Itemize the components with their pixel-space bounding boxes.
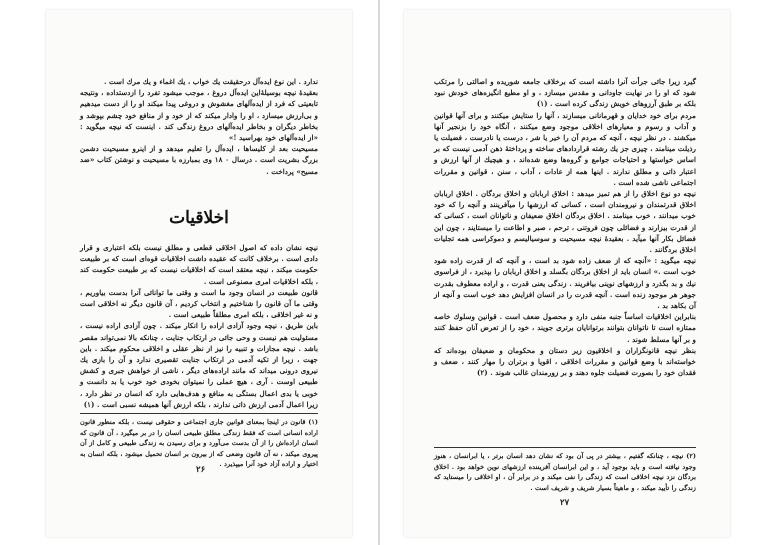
paragraph: باین طریق ، نیچه وجود آزادی اراده را انکار میکند . چون آزادی اراده نیست ، مسئولیت هم نیست و وحی جائی در ارتکاب جنایت ، چنانکه بالا نمی‌تواند مقصر باشد . نیچه مجازات و تنبیه را نیز از نظر عقلی و اخلاقی محکوم میکند . باین جهت ، زیرا از تکیه آدمی در ارتکاب جنایت تقصیری ندارد و آن را بازی یك نیروی درونی میداند که مانند اراده‌های دیگر ، ناشی از خواهش جبری و کشش طبیعی اوست . آری ، هیچ عملی را نمیتوان بخودی خود خوب یا بد دانست و خوبی یا بدی اعمال بستگی به منافع و هدف‌هایی دارد که انسان در نظر دارد ، زیرا اعمال آدمی ارزش ذاتی ندارند ، بلکه ارزش آنها همیشه نسبی است . (۱) — [80, 321, 318, 409]
footnote-divider — [434, 447, 696, 448]
paragraph: بنابراین اخلاقیات اساساً جنبه منفی دارد و محصول ضعف است . قوانین وسلوك خاصه ممتازه است تا ناتوانان بتوانند برتوانایان برتری جویند ، خود را از تعرض آنان حفظ کنند و بر آنها مسلط شوند . — [434, 312, 696, 344]
paragraph: مردم برای خود خدایان و قهرمانانی میسازند ، آنها را ستایش میکنند و برای آنها قوانین و آداب و رسوم و معیارهای اخلاقی موجود وضع میکنند ، آنگاه خود را بزنجیر آنها میکشند . در نظر نیچه ، آنچه که مردم آن را خیر یا شر ، درست یا نادرست ، فضیلت یا رذیلت مینامند ، چیزی جز یك رشته قراردادهای ساخته و پرداختهٔ ذهن آدمی نیست که بر اساس خواستها و احتیاجات جوامع و گروه‌ها وضع شده‌اند ، و هیچیك از آنها ارزش و اعتبار ذاتی و مطلق ندارند . اینها همه از عادات ، آداب ، سنن ، قوانین و مقررات اجتماعی ناشی شده است . — [434, 110, 696, 187]
footnote: (۱) قانون در اینجا بمعنای قوانین جاری اجتماعی و حقوقی نیست ، بلکه منظور قانون اراده انسانی است که فقط زندگی مطلق طبیعی انسان را در بر میگیرد ، آن قانون که انسان اراده‌اش را از آن بدست می‌آورد و برای رسیدن به زندگی طبیعی و کامل از آن پیروی میکند ، نه آن قانون وضعی که از بیرون بر انسان تحمیل میشود ، بلکه انسان به اختیار و اراده آزاد خود آنرا میپذیرد . — [80, 418, 318, 469]
footnote: (۲) نیچه ، چنانکه گفتیم ، بیشتر در پی آن بود که نشان دهد انسان برتر ، یا ابرانسان ، هنوز وجود نیافته است و باید بوجود آید ، و این ابرانسان آفریننده ارزشهای نوین خواهد بود . اخلاق بردگان نزد نیچه اخلاقی است که زندگی را نفی میکند و در برابر آن ، او اخلاقی را میستاید که زندگی را تأیید میکند ، و ماهیتاً بسیار شریف و شریف است . — [434, 452, 696, 492]
page-number: ۲۶ — [196, 465, 206, 475]
paragraph: گیرد زیرا جائی جرأت آنرا داشته است که برخلاف جامعه شوریده و اصالتی را مرتکب شود که او را در نهایت جاودانی و مقدس میسازد ، و او مطیع انگیزه‌های خودش نبود بلکه بر طبق آرزوهای خویش زندگی کرده است . (۱) — [434, 77, 696, 109]
paragraph: مسیحیت بعد از کلیساها ، ایده‌آل را تعلیم میدهد و از اینرو مسیحیت دشمن بزرگ بشریت است . درسال ۰ ۱۸ وی بمبارزه با مسیحیت و نوشتن کتاب «ضد مسیح» پرداخت . — [80, 144, 318, 176]
paragraph: نیچه نشان داده که اصول اخلاقی قطعی و مطلق نیست بلکه اعتباری و قرار دادی است . برخلاف کانت که عقیده داشت اخلاقیات قوه‌ای است که بر طبیعت حکومت میکند ، نیچه معتقد است که اخلاقیات نیست که بر طبیعت حکومت کند ، بلکه اخلاقیات امری مصنوعی است . — [80, 243, 318, 286]
paragraph: قانون طبیعت در انسان وجود ما است و وقتی ما توانائی آنرا بدست بیاوریم ، وقتی ما آن قانون را شناختیم و انتخاب کردیم ، آن قانون دیگر نه اخلاقی است و نه غیر اخلاقی ، بلکه امری مطلقاً طبیعی است . — [80, 287, 318, 320]
paragraph: نیچه دو نوع اخلاق را از هم تمیز میدهد : اخلاق اربابان و اخلاق بردگان . اخلاق اربابان اخلاق قدرتمندان و نیرومندان است ، کسانی که ارزشها را میآفرینند و آنچه را که خود خوب میدانند ، خوب مینامند . اخلاق بردگان اخلاق ضعیفان و ناتوانان است ، کسانی که از قدرت بیزارند و فضائلی چون فروتنی ، ترحم ، صبر و اطاعت را میستایند ، چون این فضائل بکار آنها میآید . بعقیدهٔ نیچه مسیحیت و سوسیالیسم و دموکراسی همه تجلیات اخلاق بردگانند . — [434, 189, 696, 255]
chapter-title: اخلاقیات — [169, 208, 229, 228]
page-number: ۲۷ — [560, 498, 570, 508]
left-page-top-text — [80, 76, 318, 177]
left-page-main-text — [80, 242, 318, 410]
paragraph: بعقیدهٔ نیچه بوسیلهٔ‌این ایده‌آل دروغ ، موجب میشود تفرد را ازدستداده ، ونتیجه تابعیتی که فرد از ایده‌آلهای مغشوش و دروغی پیدا میکند او را از دست میدهیم و بی‌ارزش میسازد ، او را وادار میکند که از خود و از منافع خود چشم بپوشد و بخاطر دیگران و بخاطر ایده‌آلهای دروغ زندگی کند . اینست که نیچه میگوید : «از ایده‌آلهای خود بهراسید !» — [80, 88, 318, 143]
paragraph: بنظر نیچه قانونگزاران و اخلاقیون زیر دستان و محکومان و ضعیفان بوده‌اند که خواسته‌اند با وضع قوانین و مقررات اخلاقی ، اقویا و برتران را مهار کنند ، ضعف و فقدان خود را بصورت فضیلت جلوه دهند و بر زورمندان غالب شوند . (۲) — [434, 345, 696, 378]
left-page — [46, 10, 352, 537]
footnote-divider — [80, 413, 318, 414]
paragraph: ندارد . این نوع ایده‌آل درحقیقت یك خواب ، یك اغماء و یك مرك است . — [103, 77, 318, 86]
right-page-main-text — [434, 76, 696, 378]
right-page — [404, 10, 730, 537]
page-gutter — [378, 0, 380, 545]
paragraph: نیچه میگوید : «آنچه که از ضعف زاده شود بد است ، و آنچه که از قدرت زاده شود خوب است .» انسان باید از اخلاق بردگان بگسلد و اخلاق اربابان را بپذیرد ، از فراسوی نیك و بد بگذرد و ارزشهای نوینی بیافریند . زندگی یعنی قدرت ، و اراده معطوف بقدرت جوهر هر موجود زنده است . آنچه قدرت را در انسان افزایش دهد خوب است و آنچه از آن بکاهد بد . — [434, 256, 696, 311]
